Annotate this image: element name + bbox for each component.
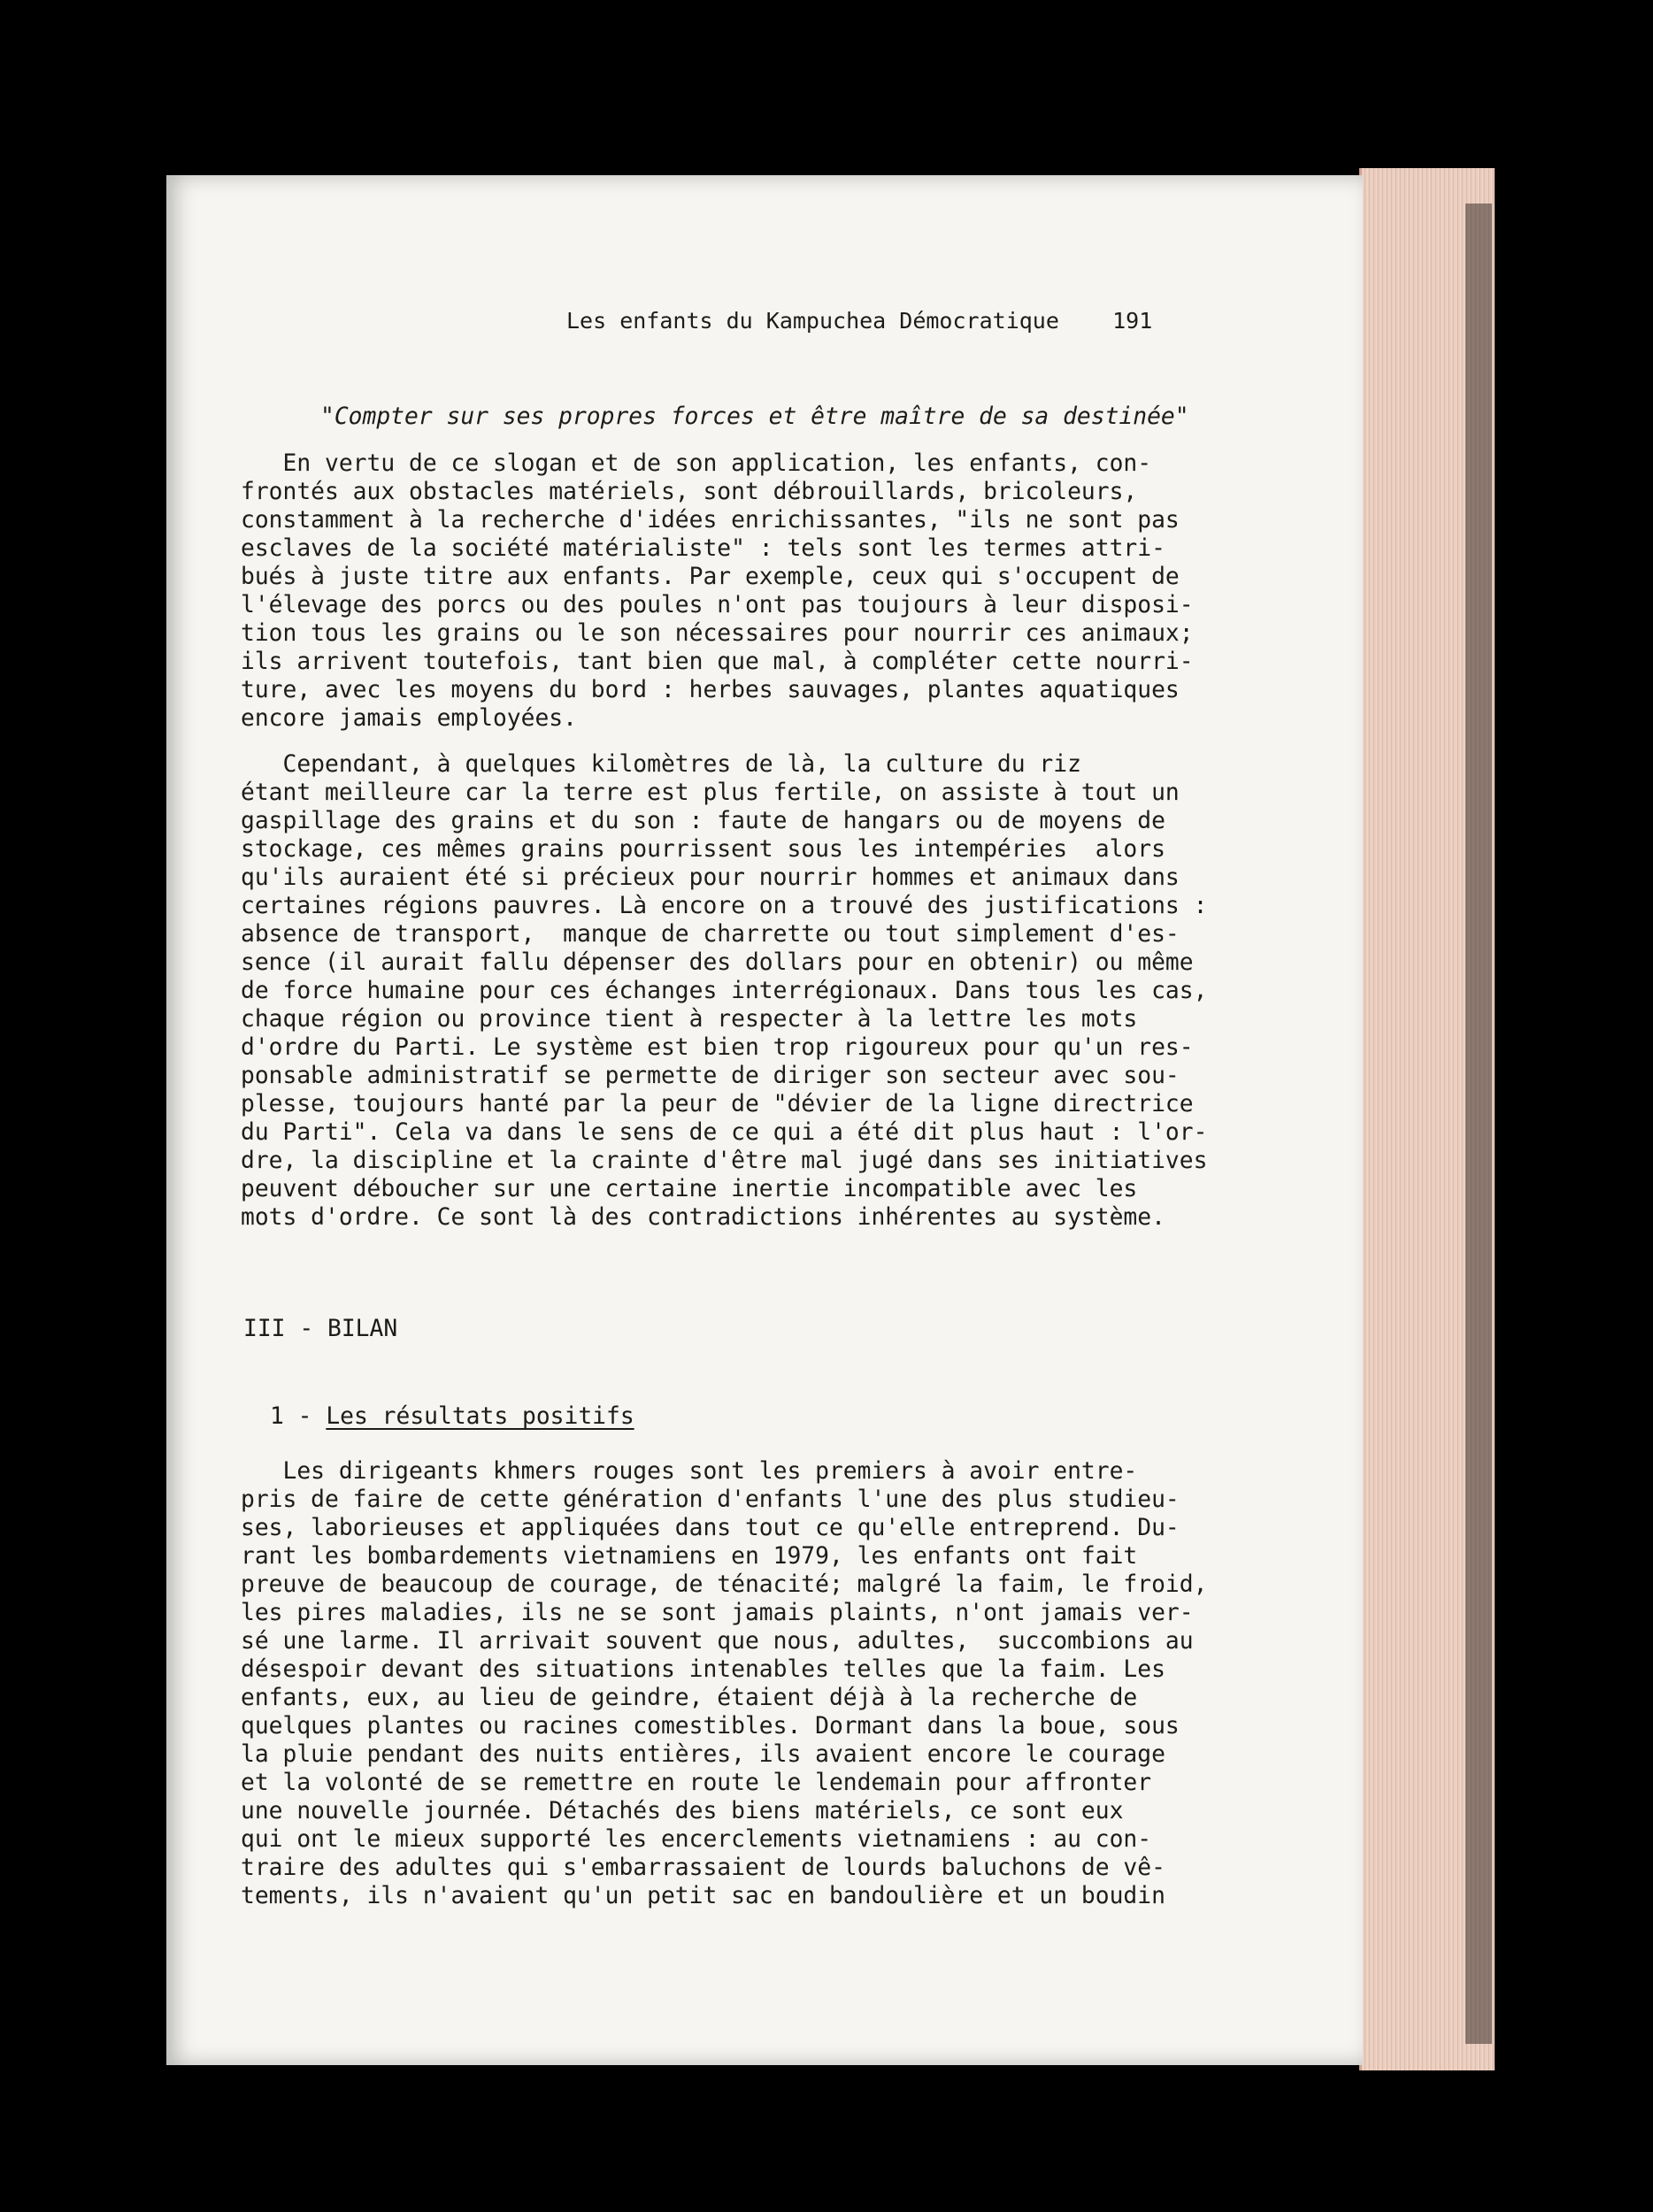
text-line: encore jamais employées. <box>241 705 577 732</box>
paragraph-2 <box>241 750 1214 1232</box>
text-line: ture, avec les moyens du bord : herbes sauvages, plantes aquatiques <box>241 677 1180 703</box>
text-line: qu'ils auraient été si précieux pour nourrir hommes et animaux dans <box>241 864 1180 891</box>
text-line: plesse, toujours hanté par la peur de "dévier de la ligne directrice <box>241 1091 1194 1118</box>
motto-heading: "Compter sur ses propres forces et être maître de sa destinée" <box>320 403 1189 430</box>
text-line: peuvent déboucher sur une certaine inertie incompatible avec les <box>241 1176 1138 1202</box>
subsection-heading <box>270 1403 634 1430</box>
text-line: sé une larme. Il arrivait souvent que nous, adultes, succombions au <box>241 1628 1194 1655</box>
text-line: ils arrivent toutefois, tant bien que mal, à compléter cette nourri- <box>241 649 1194 675</box>
text-line: constamment à la recherche d'idées enrichissantes, "ils ne sont pas <box>241 507 1180 534</box>
text-line: chaque région ou province tient à respecter à la lettre les mots <box>241 1006 1138 1033</box>
text-line: En vertu de ce slogan et de son application, les enfants, con- <box>241 450 1152 477</box>
text-line: dre, la discipline et la crainte d'être mal jugé dans ses initiatives <box>241 1148 1208 1174</box>
page-stack-shadow <box>1465 204 1492 2044</box>
text-line: traire des adultes qui s'embarrassaient de lourds baluchons de vê- <box>241 1855 1165 1881</box>
text-line: quelques plantes ou racines comestibles. Dormant dans la boue, sous <box>241 1713 1180 1740</box>
text-line: une nouvelle journée. Détachés des biens matériels, ce sont eux <box>241 1798 1124 1824</box>
text-line: stockage, ces mêmes grains pourrissent sous les intempéries alors <box>241 836 1165 863</box>
text-line: certaines régions pauvres. Là encore on a trouvé des justifications : <box>241 893 1208 919</box>
text-line: tion tous les grains ou le son nécessaires pour nourrir ces animaux; <box>241 620 1194 647</box>
text-line: et la volonté de se remettre en route le lendemain pour affronter <box>241 1770 1152 1796</box>
text-line: du Parti". Cela va dans le sens de ce qui a été dit plus haut : l'or- <box>241 1119 1208 1146</box>
text-line: la pluie pendant des nuits entières, ils avaient encore le courage <box>241 1741 1165 1768</box>
text-line: sence (il aurait fallu dépenser des dollars pour en obtenir) ou même <box>241 949 1194 976</box>
text-line: absence de transport, manque de charrette ou tout simplement d'es- <box>241 921 1180 948</box>
paragraph-3 <box>241 1457 1214 1910</box>
text-line: l'élevage des porcs ou des poules n'ont pas toujours à leur disposi- <box>241 592 1194 618</box>
text-line: ponsable administratif se permette de diriger son secteur avec sou- <box>241 1063 1180 1089</box>
text-line: gaspillage des grains et du son : faute de hangars ou de moyens de <box>241 808 1165 834</box>
subsection-title: Les résultats positifs <box>326 1403 634 1430</box>
page-number: 191 <box>1112 308 1153 334</box>
text-line: mots d'ordre. Ce sont là des contradictions inhérentes au système. <box>241 1204 1165 1231</box>
text-line: ses, laborieuses et appliquées dans tout ce qu'elle entreprend. Du- <box>241 1515 1180 1541</box>
text-line: Cependant, à quelques kilomètres de là, la culture du riz <box>241 751 1081 778</box>
running-head <box>566 308 1186 334</box>
text-line: bués à juste titre aux enfants. Par exemple, ceux qui s'occupent de <box>241 564 1180 590</box>
text-line: Les dirigeants khmers rouges sont les premiers à avoir entre- <box>241 1458 1138 1485</box>
text-line: esclaves de la société matérialiste" : tels sont les termes attri- <box>241 535 1165 562</box>
text-line: d'ordre du Parti. Le système est bien trop rigoureux pour qu'un res- <box>241 1034 1194 1061</box>
text-line: de force humaine pour ces échanges interrégionaux. Dans tous les cas, <box>241 978 1208 1004</box>
subsection-number: 1 - <box>270 1403 327 1430</box>
text-line: frontés aux obstacles matériels, sont débrouillards, bricoleurs, <box>241 479 1138 505</box>
text-line: pris de faire de cette génération d'enfants l'une des plus studieu- <box>241 1486 1180 1513</box>
text-line: les pires maladies, ils ne se sont jamais plaints, n'ont jamais ver- <box>241 1600 1194 1626</box>
text-line: qui ont le mieux supporté les encerclements vietnamiens : au con- <box>241 1826 1152 1853</box>
text-line: rant les bombardements vietnamiens en 1979, les enfants ont fait <box>241 1543 1138 1570</box>
text-line: désespoir devant des situations intenables telles que la faim. Les <box>241 1656 1165 1683</box>
running-head-title: Les enfants du Kampuchea Démocratique <box>566 308 1059 334</box>
section-title: III - BILAN <box>243 1316 398 1342</box>
text-line: enfants, eux, au lieu de geindre, étaient déjà à la recherche de <box>241 1685 1138 1711</box>
text-line: étant meilleure car la terre est plus fertile, on assiste à tout un <box>241 780 1180 806</box>
paragraph-1 <box>241 449 1214 733</box>
text-line: tements, ils n'avaient qu'un petit sac en bandoulière et un boudin <box>241 1883 1165 1909</box>
text-line: preuve de beaucoup de courage, de ténacité; malgré la faim, le froid, <box>241 1571 1208 1598</box>
